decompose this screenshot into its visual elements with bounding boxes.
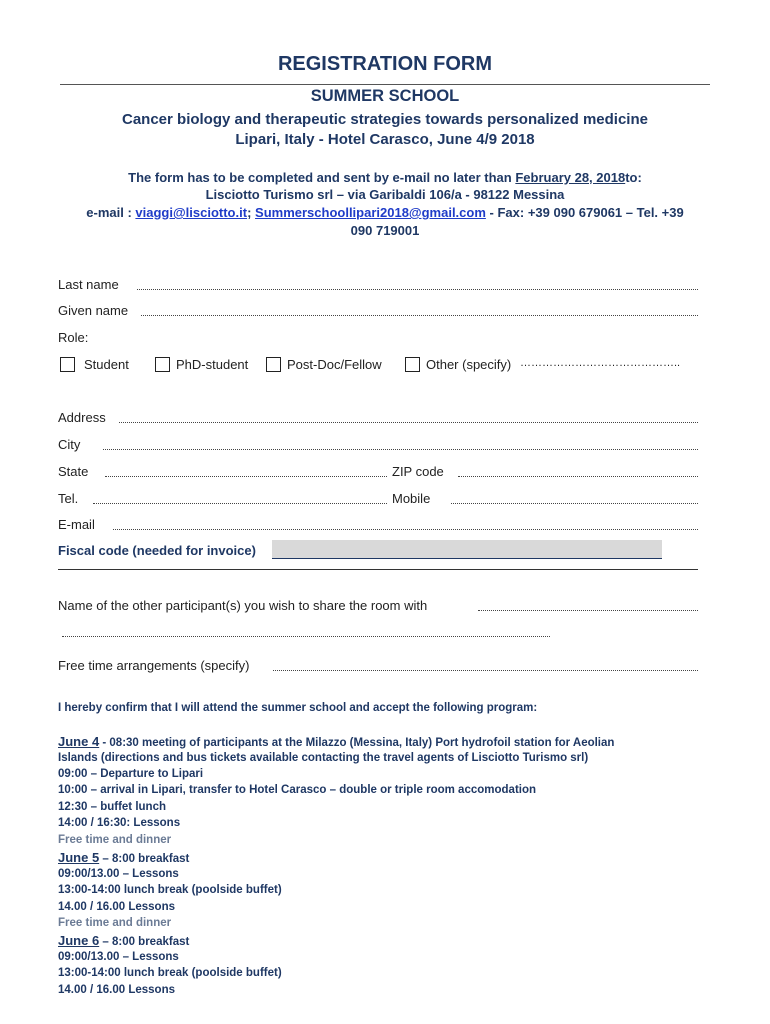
email-separator: ; <box>247 205 252 220</box>
june4-item-4: 14:00 / 16:30: Lessons <box>58 817 181 829</box>
email-label: E-mail <box>58 517 95 532</box>
free-time-field[interactable] <box>273 670 698 671</box>
course-location: Lipari, Italy - Hotel Carasco, June 4/9 2018 <box>235 131 535 148</box>
last-name-label: Last name <box>58 277 119 292</box>
free-time-label: Free time arrangements (specify) <box>58 658 250 673</box>
form-title: REGISTRATION FORM <box>277 53 493 75</box>
address-label: Address <box>58 410 106 425</box>
given-name-label: Given name <box>58 303 129 318</box>
june6-date: June 6 <box>58 933 100 948</box>
school-subtitle: SUMMER SCHOOL <box>310 87 460 105</box>
june4-meeting: - 08:30 meeting of participants at the Milazzo (Messina, Italy) Port hydrofoil station for Aeolian <box>99 737 615 749</box>
tel-field[interactable] <box>93 503 387 504</box>
june5-breakfast: – 8:00 breakfast <box>99 853 190 865</box>
city-label: City <box>58 437 81 452</box>
deadline-date: February 28, 2018 <box>515 170 626 185</box>
other-specify-field[interactable]: …………………………………….. <box>520 357 681 369</box>
tel-continuation: 090 719001 <box>350 223 420 238</box>
email-prefix: e-mail : <box>86 205 132 220</box>
submission-prefix: The form has to be completed and sent by e-mail no later than <box>128 170 512 185</box>
fiscal-code-label: Fiscal code (needed for invoice) <box>58 543 256 558</box>
june6-line <box>58 933 189 948</box>
submission-line <box>0 170 770 185</box>
june5-date: June 5 <box>58 850 100 865</box>
fiscal-code-field[interactable] <box>272 540 662 559</box>
june5-line <box>58 850 189 865</box>
role-label: Role: <box>58 330 89 345</box>
june4-line <box>58 734 614 749</box>
phd-student-checkbox[interactable] <box>155 357 170 372</box>
postdoc-label: Post-Doc/Fellow <box>287 357 382 372</box>
contact-line <box>0 205 770 220</box>
city-field[interactable] <box>103 449 698 450</box>
june5-item-2: 13:00-14:00 lunch break (poolside buffet) <box>58 884 282 896</box>
june6-item-1: 09:00/13.00 – Lessons <box>58 951 179 963</box>
postdoc-checkbox[interactable] <box>266 357 281 372</box>
june4-line2: Islands (directions and bus tickets available contacting the travel agents of Lisciotto Turismo srl) <box>58 752 589 764</box>
tel-label: Tel. <box>58 491 79 506</box>
title-rule <box>60 84 710 85</box>
june4-item-2: 10:00 – arrival in Lipari, transfer to Hotel Carasco – double or triple room accomodation <box>58 784 537 796</box>
course-title: Cancer biology and therapeutic strategies towards personalized medicine <box>122 111 648 128</box>
june4-item-1: 09:00 – Departure to Lipari <box>58 768 204 780</box>
june4-item-3: 12:30 – buffet lunch <box>58 801 166 813</box>
student-label: Student <box>84 357 129 372</box>
state-label: State <box>58 464 89 479</box>
room-share-label: Name of the other participant(s) you wish to share the room with <box>58 598 428 613</box>
state-field[interactable] <box>105 476 387 477</box>
mobile-field[interactable] <box>451 503 698 504</box>
address-field[interactable] <box>119 422 698 423</box>
mobile-label: Mobile <box>392 491 431 506</box>
june5-item-3: 14.00 / 16.00 Lessons <box>58 901 175 913</box>
june6-item-3: 14.00 / 16.00 Lessons <box>58 984 175 996</box>
other-label: Other (specify) <box>426 357 512 372</box>
agency-email-link[interactable]: viaggi@lisciotto.it <box>135 205 248 220</box>
june4-free-time: Free time and dinner <box>58 834 172 846</box>
zip-field[interactable] <box>458 476 698 477</box>
june6-breakfast: – 8:00 breakfast <box>99 936 190 948</box>
zip-label: ZIP code <box>392 464 444 479</box>
room-share-field[interactable] <box>478 610 698 611</box>
last-name-field[interactable] <box>137 289 698 290</box>
june5-item-1: 09:00/13.00 – Lessons <box>58 868 179 880</box>
fax-tel: - Fax: +39 090 679061 – Tel. +39 <box>489 205 684 220</box>
student-checkbox[interactable] <box>60 357 75 372</box>
room-share-field-continued[interactable] <box>62 636 550 637</box>
school-email-link[interactable]: Summerschoollipari2018@gmail.com <box>255 205 486 220</box>
confirmation-statement: I hereby confirm that I will attend the summer school and accept the following program: <box>58 702 538 714</box>
email-field[interactable] <box>113 529 698 530</box>
june6-item-2: 13:00-14:00 lunch break (poolside buffet) <box>58 967 282 979</box>
phd-student-label: PhD-student <box>176 357 249 372</box>
submission-suffix: to: <box>625 170 642 185</box>
agency-address: Lisciotto Turismo srl – via Garibaldi 106/a - 98122 Messina <box>205 187 565 202</box>
other-checkbox[interactable] <box>405 357 420 372</box>
june4-date: June 4 <box>58 734 100 749</box>
given-name-field[interactable] <box>141 315 698 316</box>
section-divider <box>58 569 698 570</box>
june5-free-time: Free time and dinner <box>58 917 172 929</box>
